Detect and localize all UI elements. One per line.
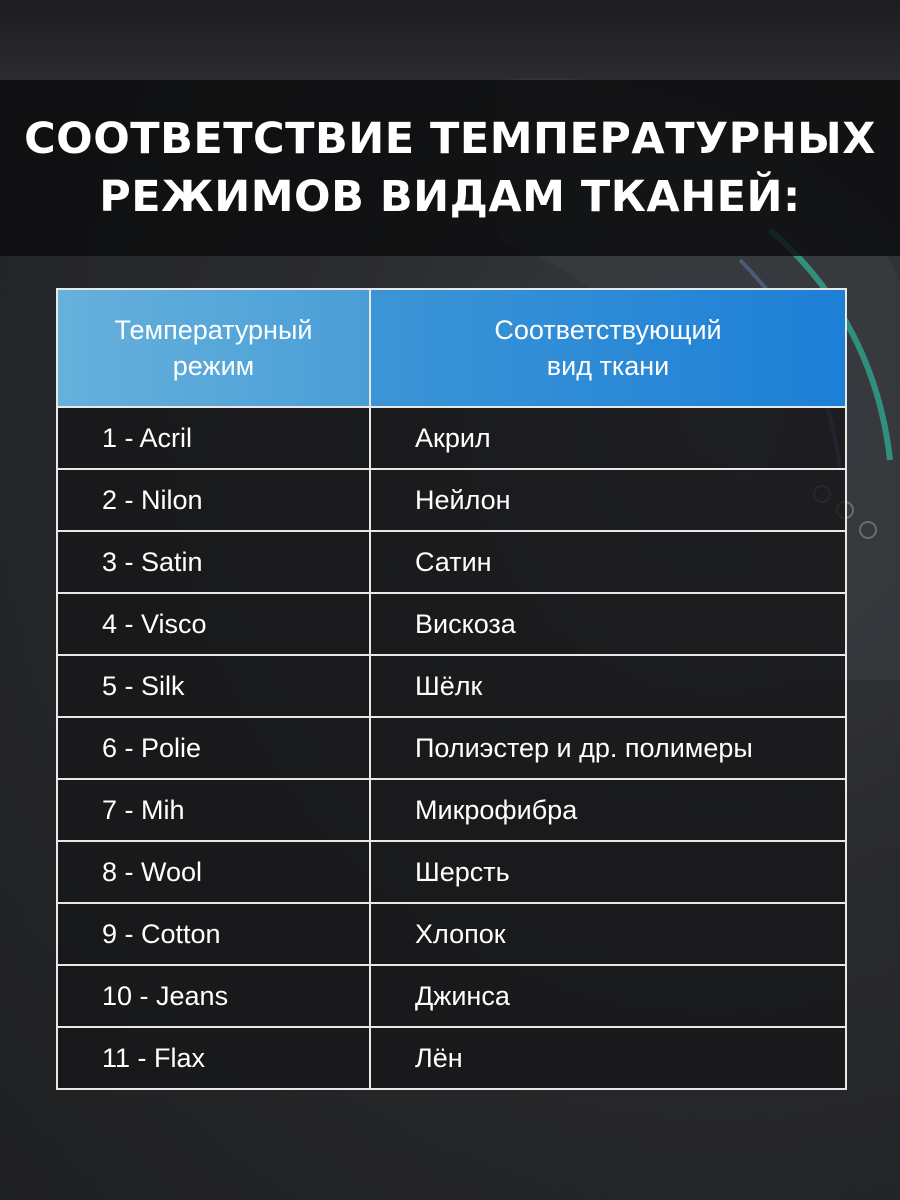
mode-cell: 4 - Visco xyxy=(57,593,370,655)
fabric-cell: Джинса xyxy=(370,965,846,1027)
page-title-line-2: РЕЖИМОВ ВИДАМ ТКАНЕЙ: xyxy=(99,172,801,222)
fabric-cell: Микрофибра xyxy=(370,779,846,841)
table-row xyxy=(57,1027,846,1089)
fabric-cell: Хлопок xyxy=(370,903,846,965)
mode-cell: 10 - Jeans xyxy=(57,965,370,1027)
mode-cell: 7 - Mih xyxy=(57,779,370,841)
table-header-row xyxy=(57,289,846,407)
column-header-mode-line-1: Температурный xyxy=(114,315,313,345)
title-band xyxy=(0,80,900,256)
mode-cell: 9 - Cotton xyxy=(57,903,370,965)
table-row xyxy=(57,469,846,531)
fabric-cell: Сатин xyxy=(370,531,846,593)
mode-cell: 1 - Acril xyxy=(57,407,370,469)
table-row xyxy=(57,717,846,779)
mode-cell: 6 - Polie xyxy=(57,717,370,779)
mode-cell: 8 - Wool xyxy=(57,841,370,903)
fabric-cell: Шерсть xyxy=(370,841,846,903)
table-row xyxy=(57,965,846,1027)
column-header-mode-line-2: режим xyxy=(172,351,255,381)
fabric-cell: Нейлон xyxy=(370,469,846,531)
mode-cell: 2 - Nilon xyxy=(57,469,370,531)
fabric-cell: Шёлк xyxy=(370,655,846,717)
table-row xyxy=(57,593,846,655)
column-header-fabric-line-1: Соответствующий xyxy=(494,315,722,345)
temperature-modes-table xyxy=(56,288,847,1090)
fabric-cell: Полиэстер и др. полимеры xyxy=(370,717,846,779)
table-row xyxy=(57,407,846,469)
table-row xyxy=(57,531,846,593)
mode-cell: 3 - Satin xyxy=(57,531,370,593)
fabric-cell: Акрил xyxy=(370,407,846,469)
column-header-mode xyxy=(57,289,370,407)
table-row xyxy=(57,903,846,965)
column-header-fabric-line-2: вид ткани xyxy=(546,351,670,381)
mode-cell: 5 - Silk xyxy=(57,655,370,717)
table-row xyxy=(57,655,846,717)
table-row xyxy=(57,779,846,841)
fabric-cell: Вискоза xyxy=(370,593,846,655)
table-row xyxy=(57,841,846,903)
mode-cell: 11 - Flax xyxy=(57,1027,370,1089)
fabric-cell: Лён xyxy=(370,1027,846,1089)
page-title-line-1: СООТВЕТСТВИЕ ТЕМПЕРАТУРНЫХ xyxy=(24,114,876,164)
column-header-fabric xyxy=(370,289,846,407)
